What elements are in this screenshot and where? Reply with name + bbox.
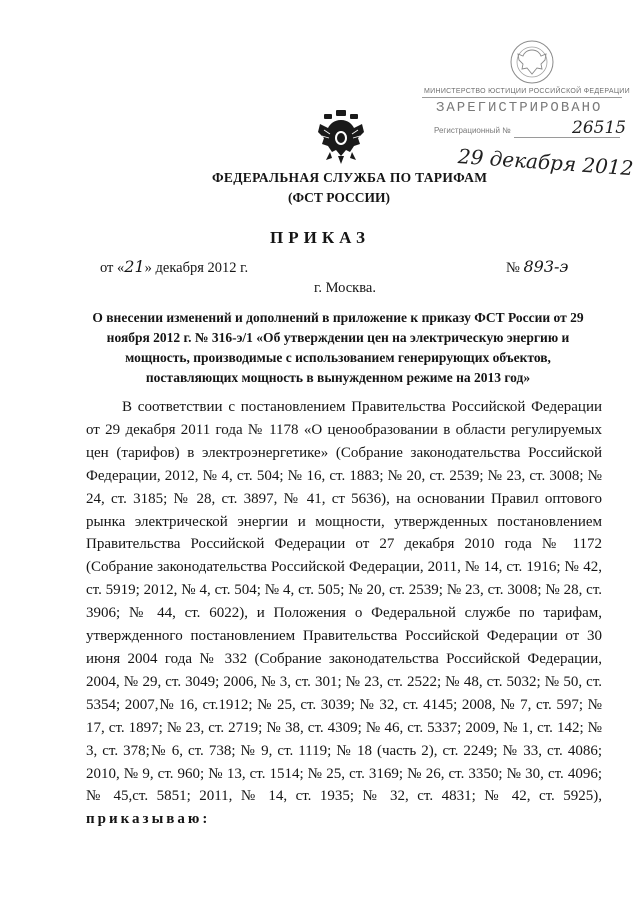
stamp-seal-icon	[504, 38, 560, 86]
order-number-prefix: №	[506, 260, 524, 276]
agency-name: ФЕДЕРАЛЬНАЯ СЛУЖБА ПО ТАРИФАМ	[212, 170, 488, 185]
order-body	[86, 396, 602, 831]
order-date	[100, 257, 248, 277]
registration-stamp	[414, 38, 635, 188]
stamp-registered-label: ЗАРЕГИСТРИРОВАНО	[436, 100, 603, 116]
order-city: г. Москва.	[314, 280, 376, 296]
order-number	[506, 257, 568, 277]
stamp-registration-date: 29 декабря 2012	[457, 144, 635, 181]
order-date-day: 21	[124, 257, 145, 276]
stamp-registration-number: 26515	[572, 118, 627, 138]
order-subject: О внесении изменений и дополнений в приложение к приказу ФСТ России от 29 ноября 2012 г. № 316-э/1 «Об утверждении цен на электрическую энергию и мощность, производимые с использованием генерирующих объектов, поставляющих мощность в вынужденном режиме на 2013 год»	[92, 310, 584, 385]
stamp-regno-label: Регистрационный №	[434, 126, 511, 135]
coat-of-arms-icon	[316, 108, 366, 166]
stamp-organization: МИНИСТЕРСТВО ЮСТИЦИИ РОССИЙСКОЙ ФЕДЕРАЦИИ	[424, 88, 630, 95]
order-command: приказываю:	[86, 811, 211, 828]
order-body-text: В соответствии с постановлением Правительства Российской Федерации от 29 декабря 2011 года № 1178 «О ценообразовании в области регулируемых цен (тарифов) в электроэнергетике» (Собрание законодательства Российской Федерации, 2012, № 4, ст. 504; № 16, ст. 1883; № 20, ст. 2539; № 23, ст. 3008; № 24, ст. 3185; № 28, ст. 3897, № 41, ст 5636), на основании Правил оптового рынка электрической энергии и мощности, утвержденных постановлением Правительства Российской Федерации от 27 декабря 2010 года № 1172 (Собрание законодательства Российской Федерации, 2011, № 14, ст. 1916; № 42, ст. 5919; 2012, № 4, ст. 504; № 4, ст. 505; № 20, ст. 2539; № 23, ст. 3008; № 28, ст. 3906; № 44, ст. 6022), и Положения о Федеральной службе по тарифам, утвержденного постановлением Правительства Российской Федерации от 30 июня 2004 года № 332 (Собрание законодательства Российской Федерации, 2004, № 29, ст. 3049; 2006, № 3, ст. 301; № 23, ст. 2522; № 48, ст. 5032; № 50, ст. 5354; 2007,№ 16, ст.1912; № 25, ст. 3039; № 32, ст. 4145; 2008, № 7, ст. 597; № 17, ст. 1897; № 23, ст. 2719; № 38, ст. 4309; № 46, ст. 5337; 2009, № 1, ст. 142; № 3, ст. 378;№ 6, ст. 738; № 9, ст. 1119; № 18 (часть 2), ст. 2249; № 33, ст. 4086; 2010, № 9, ст. 960; № 13, ст. 1514; № 25, ст. 3169; № 26, ст. 3350; № 30, ст. 4096; № 45,ст. 5851; 2011, № 14, ст. 1935; № 32, ст. 4831; № 42, ст. 5925),	[86, 399, 602, 805]
order-date-suffix: » декабря 2012 г.	[144, 260, 249, 276]
order-date-prefix: от «	[100, 260, 125, 276]
page-title: ПРИКАЗ	[270, 228, 370, 247]
agency-abbreviation: (ФСТ РОССИИ)	[288, 190, 391, 205]
order-number-value: 893-э	[523, 257, 569, 276]
